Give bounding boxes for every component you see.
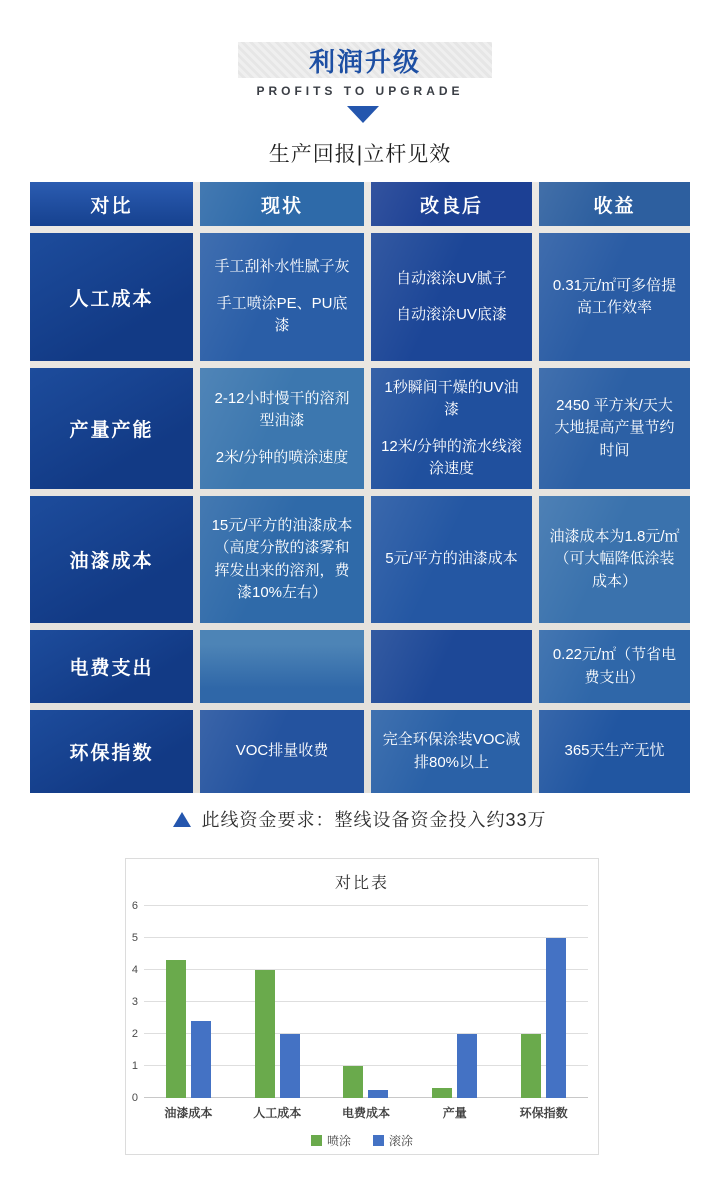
row-label-cell (30, 233, 193, 361)
table-cell (200, 630, 364, 703)
table-header-cell (539, 182, 690, 226)
table-cell (200, 710, 364, 793)
investment-note (0, 806, 720, 832)
row-label-cell (30, 630, 193, 703)
legend (126, 1132, 598, 1149)
table-cell (200, 496, 364, 623)
table-header-label: 对比 (90, 195, 133, 217)
table-cell (539, 630, 690, 703)
cell-line: 油漆成本为1.8元/㎡（可大幅降低涂装成本） (549, 527, 680, 590)
legend-item (373, 1132, 413, 1149)
bar-group (233, 906, 322, 1098)
table-cell (371, 710, 532, 793)
table-header-label: 改良后 (419, 195, 483, 217)
chart-bar (521, 1034, 541, 1098)
chart-bar (368, 1090, 388, 1098)
legend-swatch (311, 1135, 322, 1146)
investment-note-text: 此线资金要求：整线设备资金投入约33万 (201, 810, 547, 830)
table-header-cell (30, 182, 193, 226)
bar-group (144, 906, 233, 1098)
cell-line: 0.22元/㎡（节省电费支出） (552, 646, 677, 686)
cell-line: 0.31元/㎡可多倍提高工作效率 (552, 276, 677, 316)
table-cell (539, 233, 690, 361)
table-cell (200, 233, 364, 361)
cell-line: 1秒瞬间干燥的UV油漆 (384, 378, 519, 418)
chart-bar (457, 1034, 477, 1098)
chart-bar (255, 970, 275, 1098)
chart-bar (280, 1034, 300, 1098)
chart-bar (343, 1066, 363, 1098)
x-axis-category-label: 环保指数 (519, 1106, 568, 1120)
comparison-chart (125, 858, 599, 1155)
page-subtitle: PROFITS TO UPGRADE (256, 84, 464, 98)
bar-group (499, 906, 588, 1098)
cell-line: VOC排量收费 (235, 742, 329, 760)
section-title: 生产回报|立杆见效 (268, 143, 452, 166)
cell-line: 完全环保涂装VOC减排80%以上 (382, 731, 521, 771)
bar-group (322, 906, 411, 1098)
table-cell (539, 496, 690, 623)
table-cell (200, 368, 364, 489)
legend-swatch (373, 1135, 384, 1146)
row-label-cell (30, 710, 193, 793)
cell-line: 5元/平方的油漆成本 (385, 550, 518, 568)
cell-line: 自动滚涂UV底漆 (396, 306, 507, 323)
page-title-banner (238, 42, 492, 78)
table-cell (371, 233, 532, 361)
triangle-up-icon (173, 812, 191, 827)
row-label: 产量产能 (69, 420, 154, 441)
table-cell (371, 368, 532, 489)
table-header-label: 现状 (260, 195, 303, 217)
y-axis-tick-label: 6 (131, 900, 138, 912)
x-axis-category-label: 产量 (442, 1106, 467, 1120)
y-axis-tick-label: 2 (131, 1028, 138, 1040)
row-label: 电费支出 (69, 658, 154, 679)
row-label: 油漆成本 (69, 551, 154, 572)
legend-label: 喷涂 (326, 1134, 351, 1148)
y-axis-tick-label: 1 (131, 1060, 138, 1072)
row-label-cell (30, 496, 193, 623)
x-axis-category-label: 油漆成本 (164, 1106, 213, 1120)
comparison-table (30, 182, 690, 793)
y-axis-tick-label: 4 (131, 964, 138, 976)
table-cell (539, 368, 690, 489)
table-cell (371, 630, 532, 703)
cell-line: 2-12小时慢干的溶剂型油漆 (214, 389, 350, 430)
x-axis-category-label: 电费成本 (341, 1106, 390, 1120)
row-label: 环保指数 (69, 743, 154, 764)
chart-bar (546, 938, 566, 1098)
chart-bar (191, 1021, 211, 1098)
cell-line: 手工喷涂PE、PU底漆 (216, 294, 348, 335)
cell-line: 2450 平方米/天大大地提高产量节约时间 (554, 396, 675, 459)
table-header-label: 收益 (593, 195, 636, 217)
table-header-cell (371, 182, 532, 226)
y-axis-tick-label: 3 (131, 996, 138, 1008)
arrow-down-icon (347, 106, 379, 123)
legend-label: 滚涂 (389, 1134, 414, 1148)
bars-layer (144, 906, 588, 1098)
chart-title: 对比表 (334, 875, 389, 892)
table-cell (371, 496, 532, 623)
cell-line: 15元/平方的油漆成本（高度分散的漆雾和挥发出来的溶剂，费漆10%左右） (211, 516, 353, 601)
row-label-cell (30, 368, 193, 489)
row-label: 人工成本 (69, 288, 154, 310)
table-header-cell (200, 182, 364, 226)
x-axis-labels (144, 1104, 588, 1121)
cell-line: 365天生产无忧 (564, 742, 665, 760)
x-axis-category-label: 人工成本 (253, 1106, 302, 1120)
cell-line: 2米/分钟的喷涂速度 (215, 448, 349, 466)
chart-plot (131, 900, 588, 1104)
y-axis-tick-label: 0 (131, 1092, 138, 1104)
chart-bar (432, 1088, 452, 1098)
cell-line: 手工刮补水性腻子灰 (214, 258, 350, 276)
y-axis-tick-label: 5 (131, 932, 138, 944)
legend-item (311, 1132, 351, 1149)
page-title: 利润升级 (308, 46, 421, 77)
chart-bar (166, 960, 186, 1098)
cell-line: 自动滚涂UV腻子 (396, 269, 507, 287)
table-cell (539, 710, 690, 793)
cell-line: 12米/分钟的流水线滚涂速度 (381, 437, 522, 477)
bar-group (410, 906, 499, 1098)
